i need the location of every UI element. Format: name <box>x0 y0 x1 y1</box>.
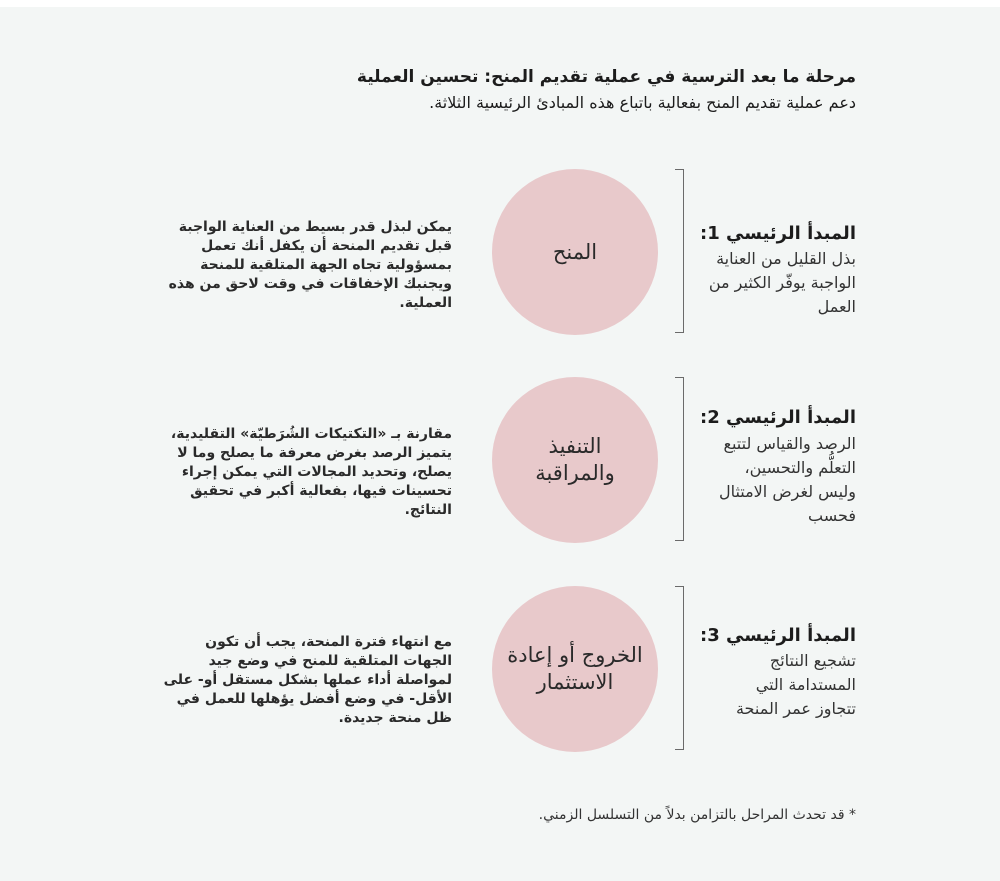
stage-description-3: مع انتهاء فترة المنحة، يجب أن تكون الجهات المتلقية للمنح في وضع جيد لمواصلة أداء عملها بشكل مستقل أو- على الأقل- في وضع أفضل يؤهلها للعمل في ظل منحة جديدة. <box>163 634 452 726</box>
stage-label-1: المنح <box>552 239 598 264</box>
bracket-1 <box>675 169 684 333</box>
principle-body-2: الرصد والقياس لتتبع التعلُّم والتحسين، وليس لغرض الامتثال فحسب <box>718 434 856 525</box>
stage-label-3: الخروج أو إعادة الاستثمار <box>507 643 643 694</box>
stage-description-2: مقارنة بـ «التكتيكات الشُرَطيّة» التقليدية، يتميز الرصد بغرض معرفة ما يصلح وما لا يصلح، وتحديد المجالات التي يمكن إجراء تحسينات فيها، بفعالية أكبر في تحقيق النتائج. <box>170 426 452 518</box>
principle-heading-3: المبدأ الرئيسي 3: <box>700 625 856 646</box>
principle-body-3: تشجيع النتائج المستدامة التي تتجاوز عمر المنحة <box>735 651 856 718</box>
stage-circle-1 <box>492 169 658 335</box>
principle-heading-1: المبدأ الرئيسي 1: <box>700 223 856 244</box>
page-title: مرحلة ما بعد الترسية في عملية تقديم المنح: تحسين العملية <box>356 67 856 87</box>
bracket-3 <box>675 586 684 750</box>
bracket-2 <box>675 377 684 541</box>
stage-label-2: التنفيذ والمراقبة <box>535 434 615 485</box>
principle-body-1: بذل القليل من العناية الواجبة يوفّر الكثير من العمل <box>708 249 856 316</box>
principle-heading-2: المبدأ الرئيسي 2: <box>700 407 856 428</box>
stage-circle-2 <box>492 377 658 543</box>
footnote: * قد تحدث المراحل بالتزامن بدلاً من التسلسل الزمني. <box>538 807 856 823</box>
stage-circle-3 <box>492 586 658 752</box>
page-subtitle: دعم عملية تقديم المنح بفعالية باتباع هذه المبادئ الرئيسية الثلاثة. <box>429 93 856 112</box>
stage-description-1: يمكن لبذل قدر بسيط من العناية الواجبة قبل تقديم المنحة أن يكفل أنك تعمل بمسؤولية تجاه الجهة المتلقية للمنحة ويجنبك الإخفاقات في وقت لاحق من هذه العملية. <box>168 219 452 311</box>
